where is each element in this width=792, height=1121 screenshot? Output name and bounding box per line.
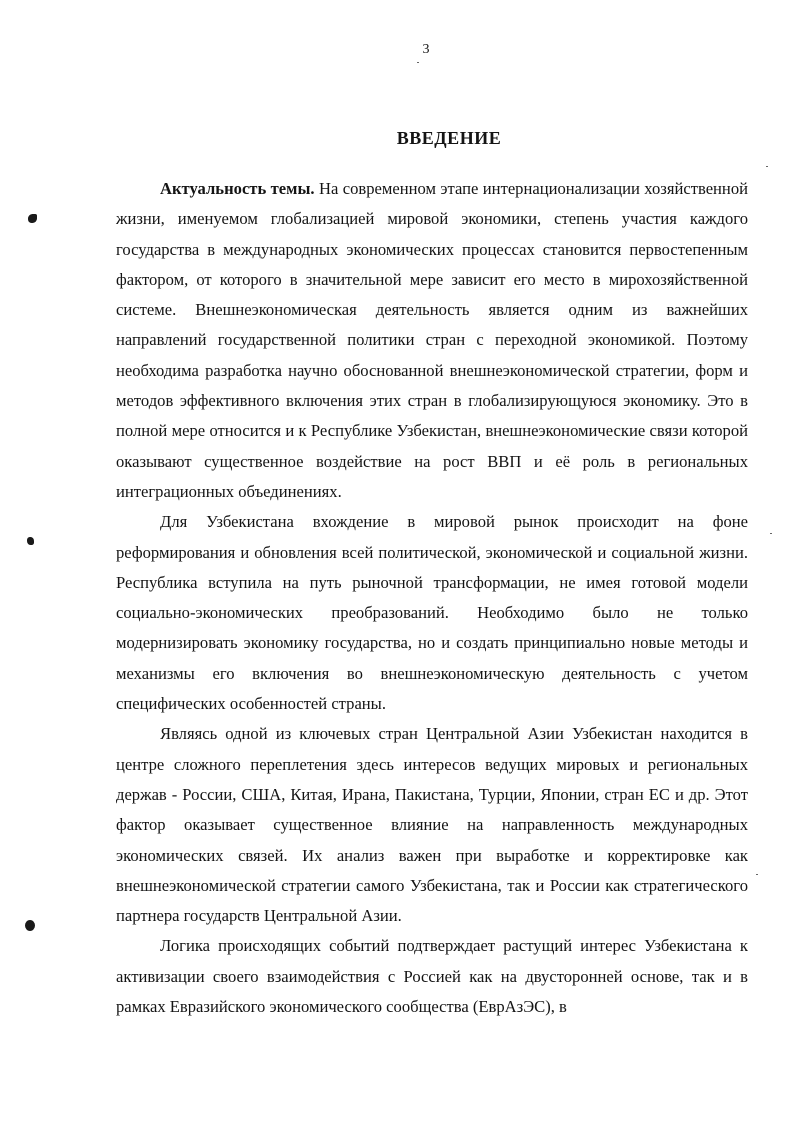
page-number: 3 xyxy=(422,42,430,57)
scan-speck xyxy=(756,874,758,875)
scan-speck xyxy=(770,533,772,534)
paragraph: Логика происходящих событий подтверждает растущий интерес Узбекистана к активизации своего взаимодействия с Россией как на двусторонней основе, так и в рамках Евразийского экономического сообщества (ЕврАзЭС), в xyxy=(116,936,748,1017)
scan-speck xyxy=(766,166,768,167)
scan-speck xyxy=(417,62,419,63)
paragraph-lead: Актуальность темы. xyxy=(160,179,315,198)
scan-artifact xyxy=(28,214,37,223)
paragraph: Для Узбекистана вхождение в мировой рынок происходит на фоне реформирования и обновления всей политической, экономической и социальной жизни. Республика вступила на путь рыночной трансформации, не имея готовой модели социально-экономических преобразований. Необходимо было не только модернизировать экономику государства, но и создать принципиально новые методы и механизмы его включения во внешнеэкономическую деятельность с учетом специфических особенностей страны. xyxy=(116,512,748,714)
paragraph-text: На современном этапе интернационализации хозяйственной жизни, именуемом глобализацией мировой экономики, степень участия каждого государства в международных экономических процессах становится первостепенным фактором, от которого в значительной мере зависит его место в мирохозяйственной системе. Внешнеэкономическая деятельность является одним из важнейших направлений государственной политики стран с переходной экономикой. Поэтому необходима разработка научно обоснованной внешнеэкономической стратегии, форм и методов эффективного включения этих стран в глобализирующуюся экономику. Это в полной мере относится и к Республике Узбекистан, внешнеэкономические связи которой оказывают существенное воздействие на рост ВВП и её роль в региональных интеграционных объединениях. xyxy=(116,179,748,501)
scan-artifact xyxy=(25,920,35,931)
paragraph: Являясь одной из ключевых стран Центральной Азии Узбекистан находится в центре сложного переплетения здесь интересов ведущих мировых и региональных держав - России, США, Китая, Ирана, Пакистана, Турции, Японии, стран ЕС и др. Этот фактор оказывает существенное влияние на направленность международных экономических связей. Их анализ важен при выработке и корректировке как внешнеэкономической стратегии самого Узбекистана, так и России как стратегического партнера государств Центральной Азии. xyxy=(116,724,748,926)
page-title: ВВЕДЕНИЕ xyxy=(396,128,502,149)
paragraph xyxy=(116,174,748,507)
scan-artifact xyxy=(27,537,34,545)
document-body xyxy=(116,174,748,1022)
